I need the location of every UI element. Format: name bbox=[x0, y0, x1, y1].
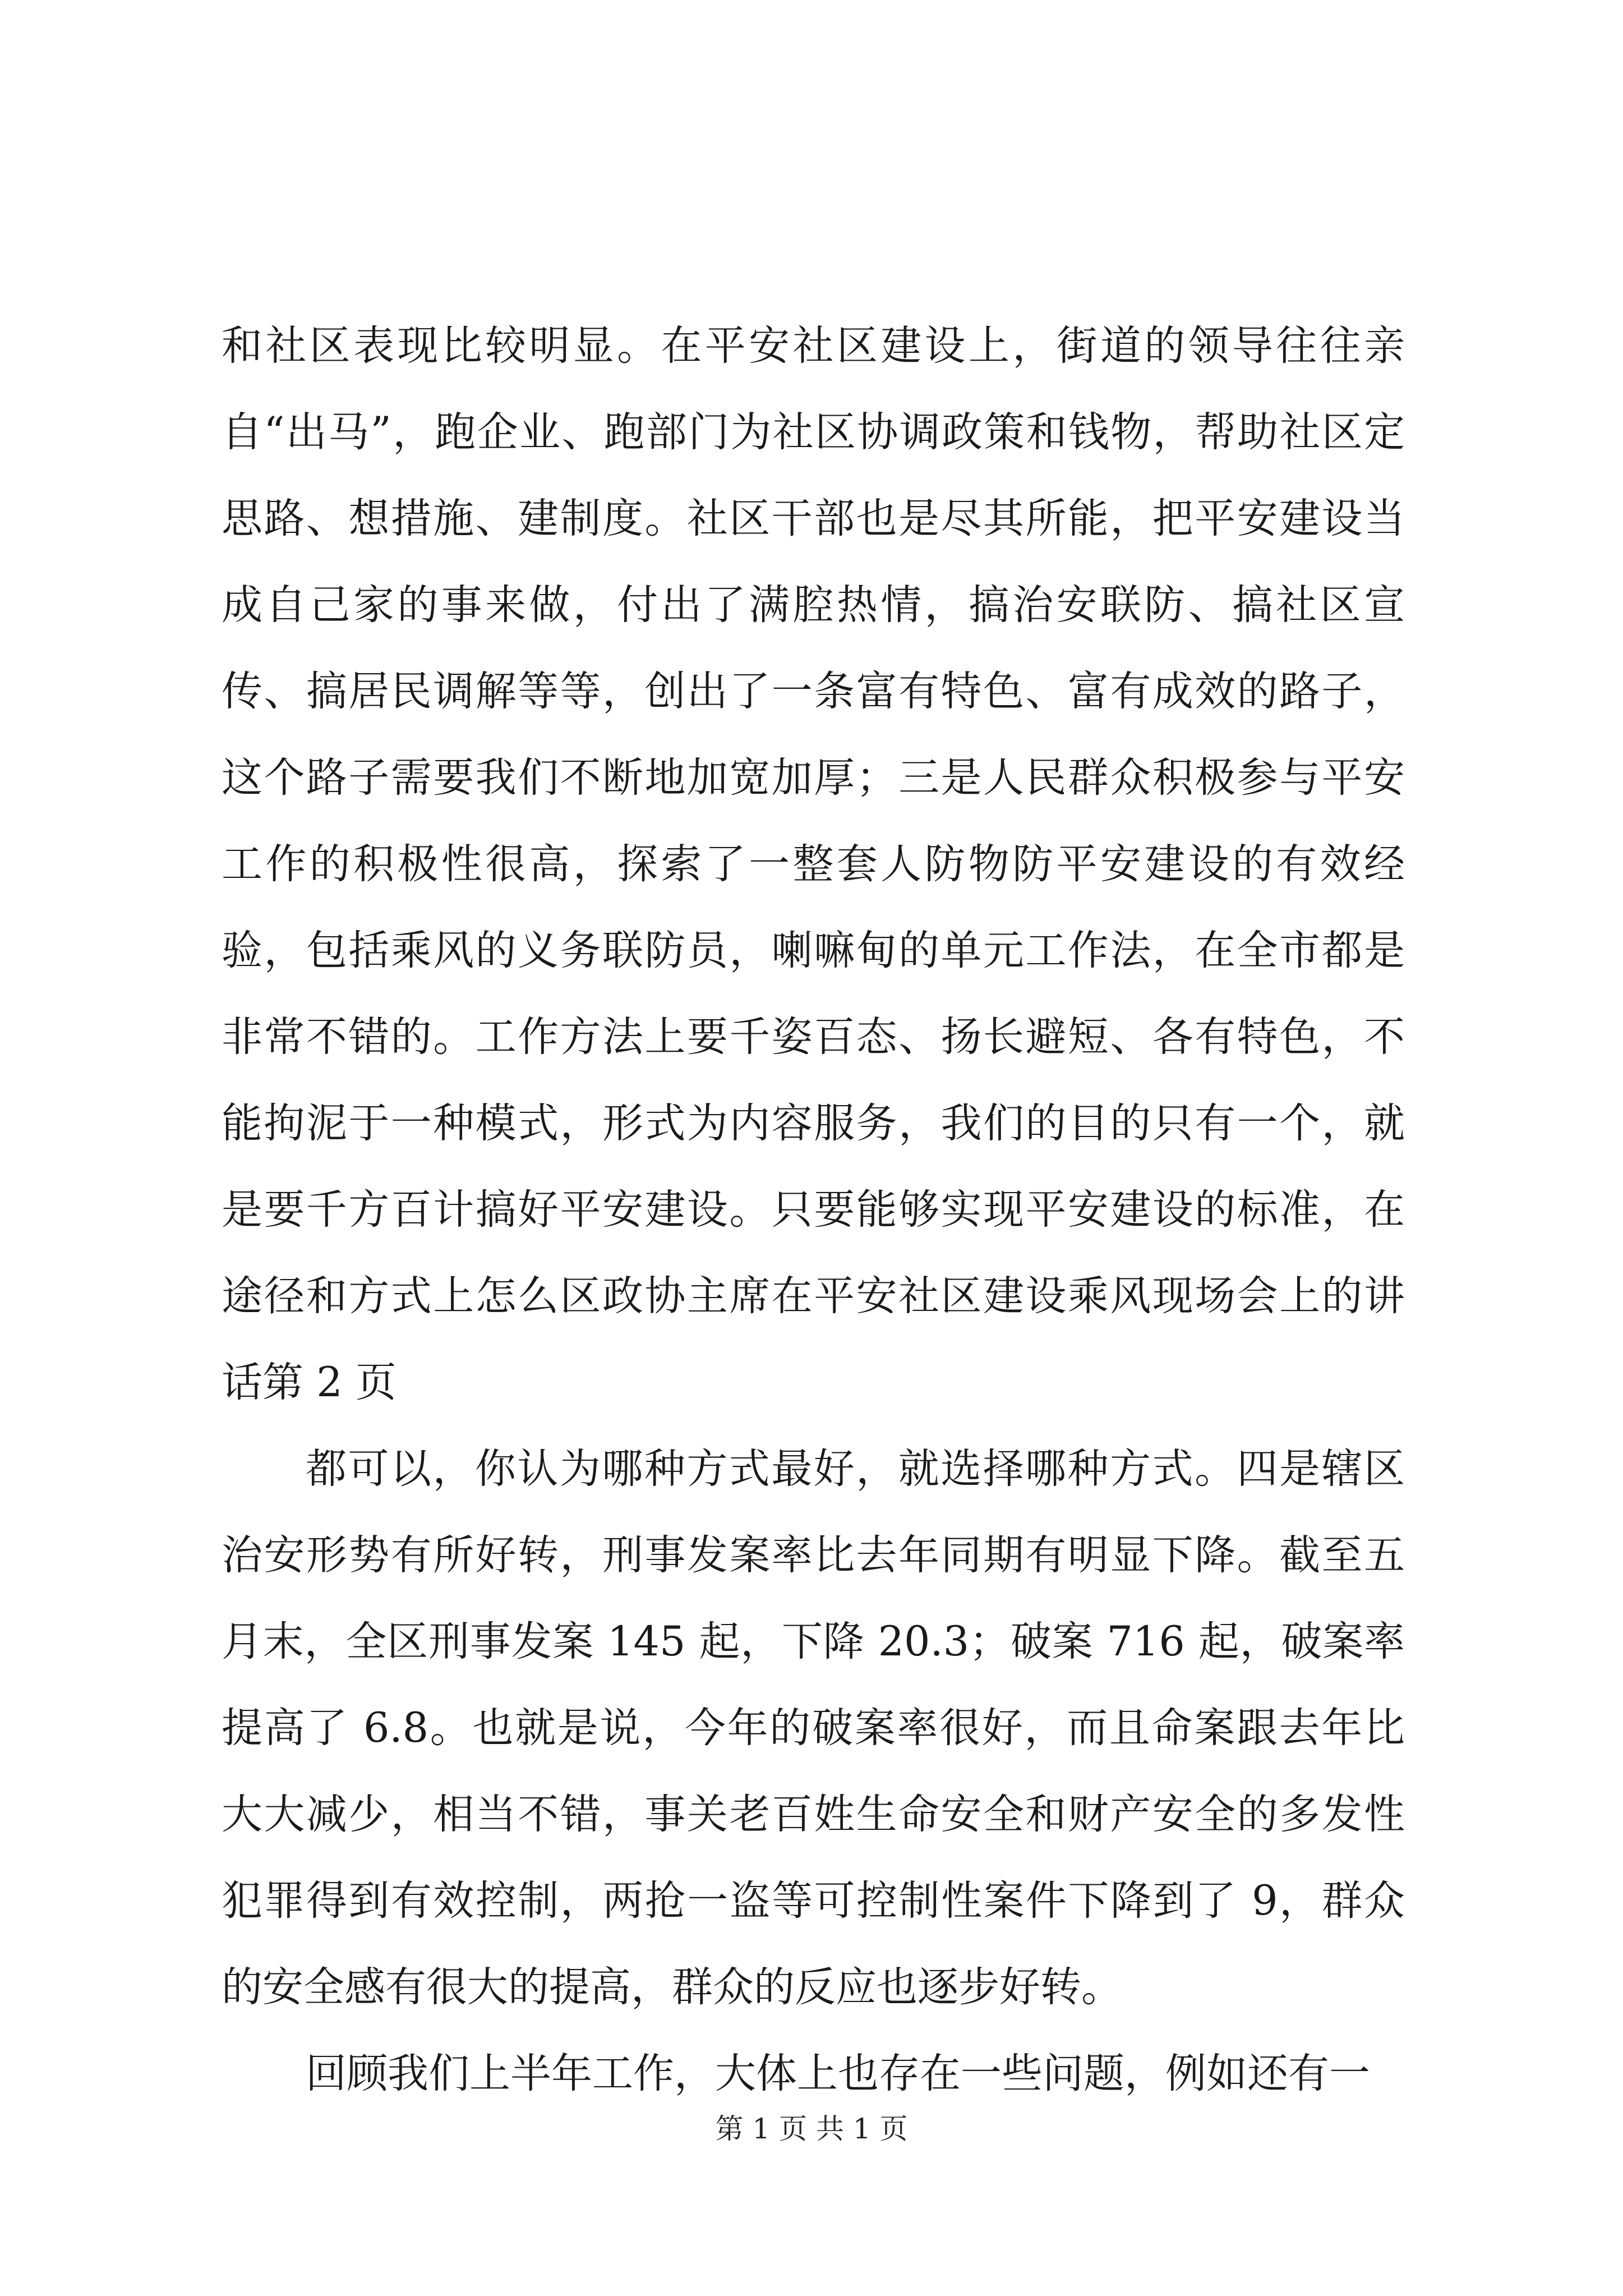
paragraph-2: 都可以，你认为哪种方式最好，就选择哪种方式。四是辖区治安形势有所好转，刑事发案率比去年同期有明显下降。截至五月末，全区刑事发案 145 起，下降 20.3；破案 716 起，破案率提高了 6.8。也就是说，今年的破案率很好，而且命案跟去年比大大减少，相当不错，事关老百姓生命安全和财产安全的多发性犯罪得到有效控制，两抢一盗等可控制性案件下降到了 9，群众的安全感有很大的提高，群众的反应也逐步好转。 bbox=[222, 1445, 1405, 2011]
document-body bbox=[222, 303, 1405, 2117]
paragraph-3: 回顾我们上半年工作，大体上也存在一些问题，例如还有一 bbox=[306, 2050, 1370, 2097]
paragraph-1: 和社区表现比较明显。在平安社区建设上，街道的领导往往亲自“出马”，跑企业、跑部门为社区协调政策和钱物，帮助社区定思路、想措施、建制度。社区干部也是尽其所能，把平安建设当成自己家的事来做，付出了满腔热情，搞治安联防、搞社区宣传、搞居民调解等等，创出了一条富有特色、富有成效的路子，这个路子需要我们不断地加宽加厚；三是人民群众积极参与平安工作的积极性很高，探索了一整套人防物防平安建设的有效经验，包括乘风的义务联防员，喇嘛甸的单元工作法，在全市都是非常不错的。工作方法上要千姿百态、扬长避短、各有特色，不能拘泥于一种模式，形式为内容服务，我们的目的只有一个，就是要千方百计搞好平安建设。只要能够实现平安建设的标准，在途径和方式上怎么区政协主席在平安社区建设乘风现场会上的讲话第 2 页 bbox=[222, 322, 1405, 1406]
page-footer: 第 1 页 共 1 页 bbox=[715, 2113, 908, 2145]
